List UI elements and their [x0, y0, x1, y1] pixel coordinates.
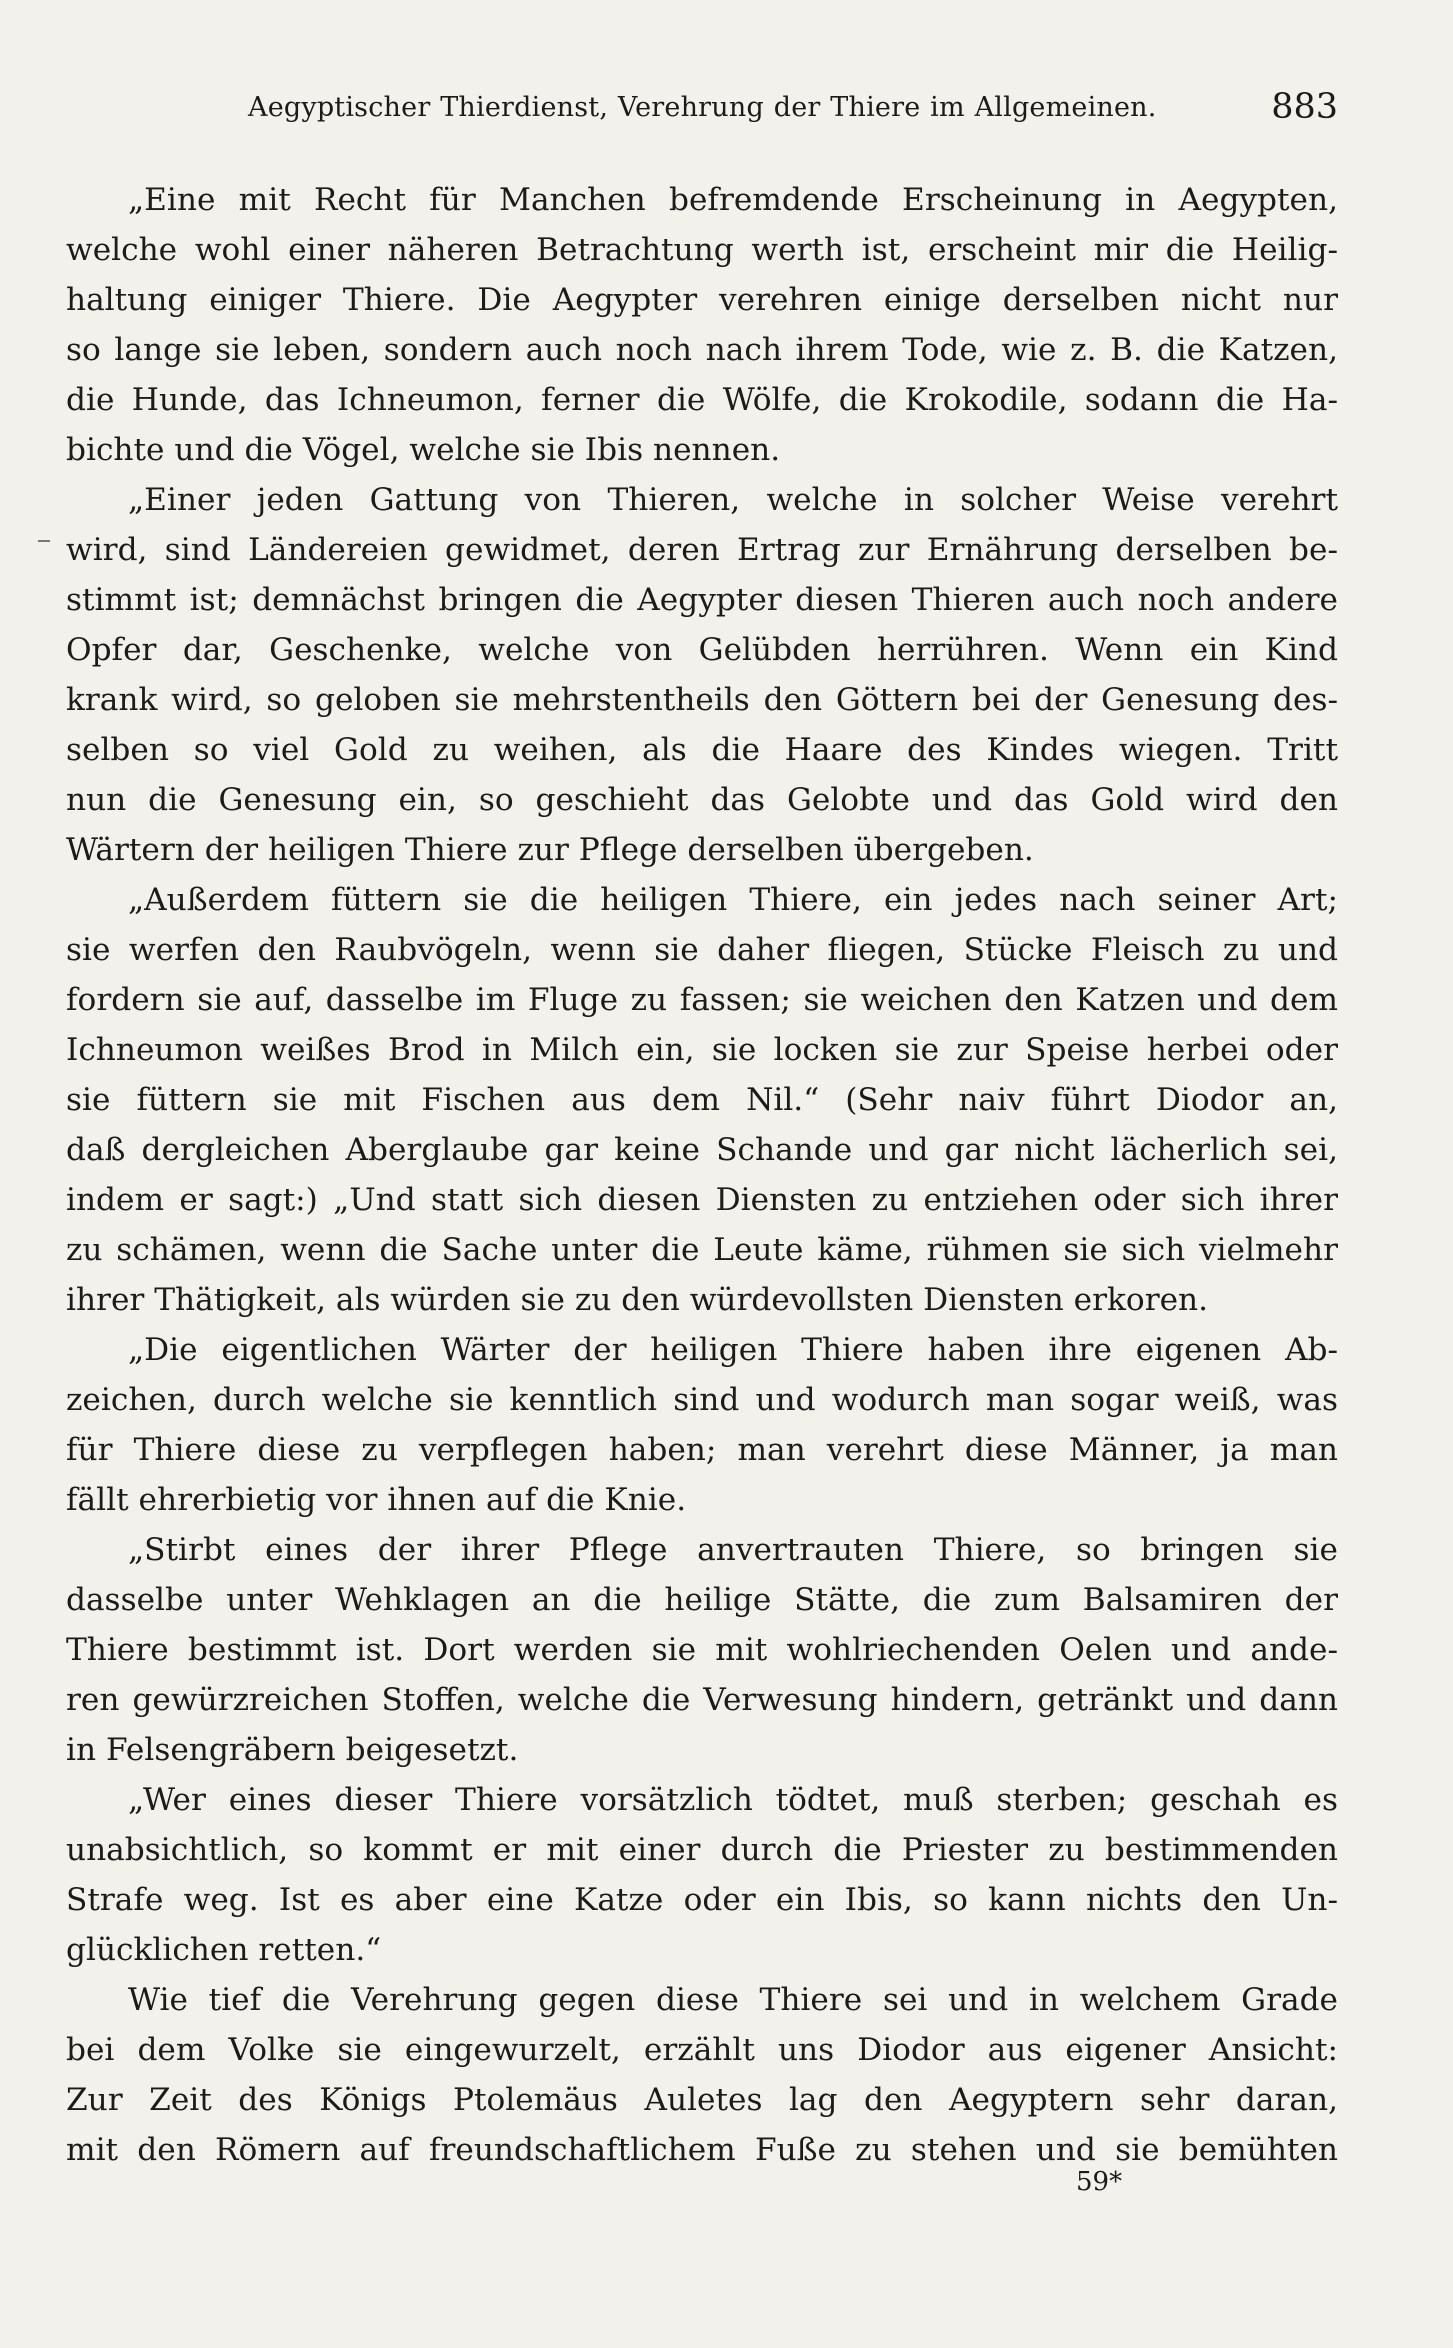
text-line: glücklichen retten.“: [66, 1932, 382, 1968]
text-line: in Felsengräbern beigesetzt.: [66, 1732, 519, 1768]
text-line: sie füttern sie mit Fischen aus dem Nil.“ (Sehr naiv führt Diodor an,: [66, 1082, 1338, 1118]
page-header: [248, 87, 1338, 142]
text-line: stimmt ist; demnächst bringen die Aegypter diesen Thieren auch noch andere: [66, 582, 1338, 618]
margin-mark: [38, 540, 50, 542]
text-line: zeichen, durch welche sie kenntlich sind und wodurch man sogar weiß, was: [66, 1382, 1338, 1418]
text-line: für Thiere diese zu verpflegen haben; man verehrt diese Männer, ja man: [66, 1432, 1338, 1468]
text-line: zu schämen, wenn die Sache unter die Leute käme, rühmen sie sich vielmehr: [66, 1232, 1338, 1268]
text-line: ren gewürzreichen Stoffen, welche die Verwesung hindern, getränkt und dann: [66, 1682, 1338, 1718]
text-line: unabsichtlich, so kommt er mit einer durch die Priester zu bestimmenden: [66, 1832, 1338, 1868]
text-line: ihrer Thätigkeit, als würden sie zu den würdevollsten Diensten erkoren.: [66, 1282, 1209, 1318]
text-line: selben so viel Gold zu weihen, als die Haare des Kindes wiegen. Tritt: [66, 732, 1338, 768]
text-line: „Eine mit Recht für Manchen befremdende Erscheinung in Aegypten,: [128, 182, 1338, 218]
text-line: die Hunde, das Ichneumon, ferner die Wölfe, die Krokodile, sodann die Ha-: [66, 382, 1338, 418]
text-line: daß dergleichen Aberglaube gar keine Schande und gar nicht lächerlich sei,: [66, 1132, 1338, 1168]
text-line: mit den Römern auf freundschaftlichem Fuße zu stehen und sie bemühten: [66, 2132, 1338, 2168]
text-line: krank wird, so geloben sie mehrstentheils den Göttern bei der Genesung des-: [66, 682, 1338, 718]
text-line: Ichneumon weißes Brod in Milch ein, sie locken sie zur Speise herbei oder: [66, 1032, 1338, 1068]
text-line: fällt ehrerbietig vor ihnen auf die Knie.: [66, 1482, 687, 1518]
text-line: Opfer dar, Geschenke, welche von Gelübden herrühren. Wenn ein Kind: [66, 632, 1338, 668]
text-line: bei dem Volke sie eingewurzelt, erzählt uns Diodor aus eigener Ansicht:: [66, 2032, 1338, 2068]
text-line: „Die eigentlichen Wärter der heiligen Thiere haben ihre eigenen Ab-: [128, 1332, 1338, 1368]
page-number: 883: [1271, 87, 1338, 127]
running-head: Aegyptischer Thierdienst, Verehrung der Thiere im Allgemeinen.: [248, 92, 1157, 123]
text-line: Zur Zeit des Königs Ptolemäus Auletes lag den Aegyptern sehr daran,: [66, 2082, 1338, 2118]
text-line: dasselbe unter Wehklagen an die heilige Stätte, die zum Balsamiren der: [66, 1582, 1338, 1618]
signature-mark: 59*: [1076, 2167, 1123, 2197]
text-line: „Wer eines dieser Thiere vorsätzlich tödtet, muß sterben; geschah es: [128, 1782, 1338, 1818]
text-line: Wärtern der heiligen Thiere zur Pflege derselben übergeben.: [66, 832, 1034, 868]
text-line: Strafe weg. Ist es aber eine Katze oder ein Ibis, so kann nichts den Un-: [66, 1882, 1338, 1918]
text-line: nun die Genesung ein, so geschieht das Gelobte und das Gold wird den: [66, 782, 1338, 818]
text-line: so lange sie leben, sondern auch noch nach ihrem Tode, wie z. B. die Katzen,: [66, 332, 1338, 368]
text-line: welche wohl einer näheren Betrachtung werth ist, erscheint mir die Heilig-: [66, 232, 1338, 268]
text-line: Wie tief die Verehrung gegen diese Thiere sei und in welchem Grade: [128, 1982, 1338, 2018]
text-line: „Außerdem füttern sie die heiligen Thiere, ein jedes nach seiner Art;: [128, 882, 1338, 918]
text-line: sie werfen den Raubvögeln, wenn sie daher fliegen, Stücke Fleisch zu und: [66, 932, 1338, 968]
text-line: haltung einiger Thiere. Die Aegypter verehren einige derselben nicht nur: [66, 282, 1338, 318]
body-text: [66, 175, 1338, 2175]
text-line: fordern sie auf, dasselbe im Fluge zu fassen; sie weichen den Katzen und dem: [66, 982, 1338, 1018]
text-line: wird, sind Ländereien gewidmet, deren Ertrag zur Ernährung derselben be-: [66, 532, 1338, 568]
text-line: bichte und die Vögel, welche sie Ibis nennen.: [66, 432, 781, 468]
text-line: Thiere bestimmt ist. Dort werden sie mit wohlriechenden Oelen und ande-: [66, 1632, 1338, 1668]
text-line: „Stirbt eines der ihrer Pflege anvertrauten Thiere, so bringen sie: [128, 1532, 1338, 1568]
text-line: indem er sagt:) „Und statt sich diesen Diensten zu entziehen oder sich ihrer: [66, 1182, 1338, 1218]
text-line: „Einer jeden Gattung von Thieren, welche in solcher Weise verehrt: [128, 482, 1338, 518]
